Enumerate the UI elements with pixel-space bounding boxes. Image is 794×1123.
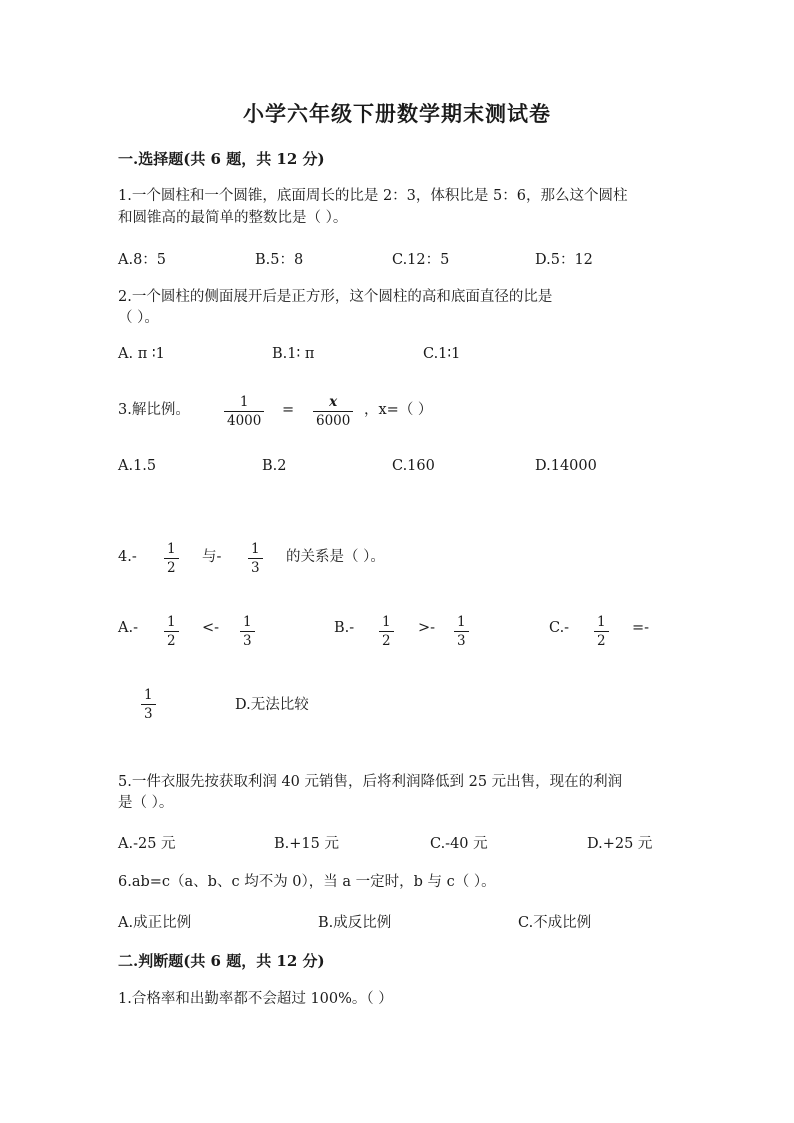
fraction-numerator: 1: [457, 614, 466, 630]
fraction-bar: [313, 411, 353, 412]
fraction-denominator: 2: [597, 633, 606, 649]
question-3-prefix: 3.解比例。: [118, 402, 190, 418]
fraction-denominator: 3: [243, 633, 252, 649]
q3-option-b: B.2: [262, 458, 287, 474]
q1-option-a: A.8：5: [118, 252, 167, 268]
fraction-denominator: 6000: [316, 413, 351, 429]
q4-option-d: D.无法比较: [235, 697, 309, 713]
q2-option-b: B.1∶ π: [272, 346, 315, 362]
question-2-line-1: 2.一个圆柱的侧面展开后是正方形，这个圆柱的高和底面直径的比是: [118, 289, 553, 305]
fraction-numerator: x: [329, 394, 338, 410]
q3-fraction-1: [224, 394, 264, 429]
q4-option-a-prefix: A.-: [118, 620, 138, 636]
q3-suffix: ，x=（ ）: [364, 402, 433, 418]
q3-equals-sign: =: [282, 402, 295, 418]
section-heading-choice: 一.选择题(共 6 题，共 12 分): [118, 150, 325, 168]
fraction-bar: [141, 704, 156, 705]
q3-option-c: C.160: [392, 458, 435, 474]
q4-option-b-third: [454, 614, 469, 649]
fraction-bar: [240, 631, 255, 632]
q3-fraction-2: [313, 394, 353, 429]
q1-option-d: D.5：12: [535, 252, 593, 268]
q4-option-b-operator: >-: [418, 620, 436, 636]
q3-option-d: D.14000: [535, 458, 597, 474]
question-1-line-2: 和圆锥高的最简单的整数比是（ ）。: [118, 210, 348, 226]
question-6-line-1: 6.ab=c（a、b、c 均不为 0），当 a 一定时，b 与 c（ ）。: [118, 874, 496, 890]
q4-option-c-half: [594, 614, 609, 649]
fraction-denominator: 4000: [227, 413, 262, 429]
q5-option-d: D.+25 元: [587, 836, 653, 852]
fraction-bar: [379, 631, 394, 632]
q4-option-b-prefix: B.-: [334, 620, 355, 636]
question-4-prefix: 4.-: [118, 549, 137, 565]
fraction-bar: [164, 631, 179, 632]
fraction-bar: [454, 631, 469, 632]
question-2-line-2: （ ）。: [118, 310, 159, 326]
q1-option-c: C.12：5: [392, 252, 450, 268]
judgement-1: 1.合格率和出勤率都不会超过 100%。（ ）: [118, 991, 393, 1007]
fraction-numerator: 1: [144, 687, 153, 703]
fraction-numerator: 1: [597, 614, 606, 630]
fraction-denominator: 3: [457, 633, 466, 649]
fraction-denominator: 2: [167, 560, 176, 576]
fraction-bar: [594, 631, 609, 632]
q4-option-c-third: [141, 687, 156, 722]
fraction-numerator: 1: [243, 614, 252, 630]
q4-option-a-operator: <-: [202, 620, 220, 636]
question-5-line-2: 是（ ）。: [118, 795, 174, 811]
fraction-denominator: 3: [251, 560, 260, 576]
fraction-bar: [248, 558, 263, 559]
q3-option-a: A.1.5: [118, 458, 157, 474]
fraction-bar: [164, 558, 179, 559]
fraction-denominator: 2: [382, 633, 391, 649]
fraction-numerator: 1: [239, 394, 249, 410]
fraction-numerator: 1: [382, 614, 391, 630]
q4-option-a-half: [164, 614, 179, 649]
q2-option-a: A. π ∶1: [118, 346, 165, 362]
fraction-denominator: 3: [144, 706, 153, 722]
fraction-bar: [224, 411, 264, 412]
q4-middle-text: 与-: [202, 549, 222, 565]
q6-option-a: A.成正比例: [118, 915, 192, 931]
q4-fraction-third: [248, 541, 263, 576]
q1-option-b: B.5：8: [255, 252, 304, 268]
q2-option-c: C.1∶1: [423, 346, 461, 362]
page-title: 小学六年级下册数学期末测试卷: [243, 101, 551, 126]
q5-option-a: A.-25 元: [118, 836, 176, 852]
q5-option-c: C.-40 元: [430, 836, 488, 852]
q5-option-b: B.+15 元: [274, 836, 339, 852]
fraction-numerator: 1: [251, 541, 260, 557]
section-heading-judgement: 二.判断题(共 6 题，共 12 分): [118, 952, 325, 970]
fraction-numerator: 1: [167, 614, 176, 630]
q4-suffix: 的关系是（ ）。: [286, 549, 385, 565]
fraction-numerator: 1: [167, 541, 176, 557]
q4-option-b-half: [379, 614, 394, 649]
q4-option-c-operator: =-: [632, 620, 650, 636]
fraction-denominator: 2: [167, 633, 176, 649]
question-1-line-1: 1.一个圆柱和一个圆锥，底面周长的比是 2：3，体积比是 5：6，那么这个圆柱: [118, 188, 628, 204]
q4-option-a-third: [240, 614, 255, 649]
q6-option-c: C.不成比例: [518, 915, 592, 931]
question-5-line-1: 5.一件衣服先按获取利润 40 元销售，后将利润降低到 25 元出售，现在的利润: [118, 774, 623, 790]
q6-option-b: B.成反比例: [318, 915, 392, 931]
q4-option-c-prefix: C.-: [549, 620, 570, 636]
q4-fraction-half: [164, 541, 179, 576]
